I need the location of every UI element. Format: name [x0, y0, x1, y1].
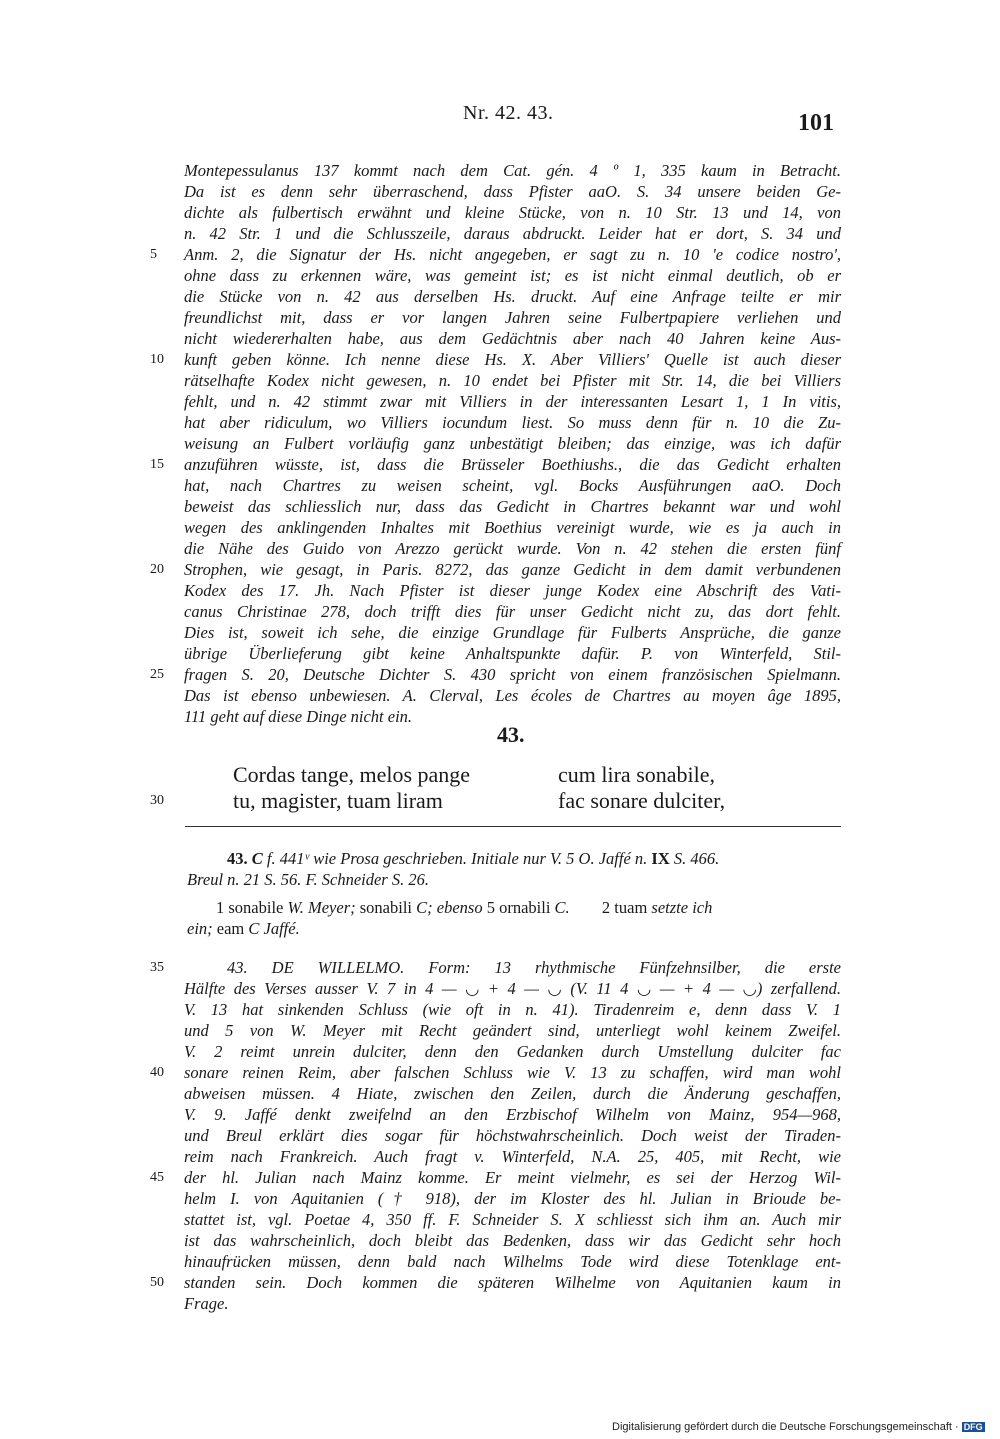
line-number: 50 — [150, 1275, 164, 1290]
separator-rule — [185, 826, 841, 827]
variant-text: ein; — [187, 919, 213, 938]
commentary-42-line: n. 42 Str. 1 und die Schlusszeile, daraus abdruckt. Leider hat er dort, S. 34 und — [184, 224, 841, 243]
commentary-43-line: V. 9. Jaffé denkt zweifelnd an den Erzbischof Wilhelm von Mainz, 954—968, — [184, 1105, 841, 1124]
commentary-43-line: ist das wahrscheinlich, doch bleibt das Bedenken, dass wir das Gedicht sehr hoch — [184, 1231, 841, 1250]
variant-text: eam — [216, 919, 245, 938]
commentary-42-line: Da ist es denn sehr überraschend, dass Pfister aaO. S. 34 unsere beiden Ge- — [184, 182, 841, 201]
apparatus-line — [227, 848, 719, 870]
poem-verse: fac sonare dulciter, — [558, 788, 726, 813]
running-title: Nr. 42. 43. — [463, 102, 554, 124]
commentary-42-line: 111 geht auf diese Dinge nicht ein. — [184, 707, 413, 726]
commentary-42-line: anzuführen wüsste, ist, dass die Brüsseler Boethiushs., die das Gedicht erhalten — [184, 455, 841, 474]
commentary-42-line: rätselhafte Kodex nicht gewesen, n. 10 endet bei Pfister mit Str. 14, die bei Villiers — [184, 371, 841, 390]
line-number: 10 — [150, 352, 164, 367]
line-number: 5 — [150, 247, 157, 262]
line-number: 30 — [150, 793, 164, 808]
variant-text: W. Meyer; — [287, 898, 356, 917]
commentary-42-line: Kodex des 17. Jh. Nach Pfister ist dieser junge Kodex eine Abschrift des Vati- — [184, 581, 841, 600]
line-number: 25 — [150, 667, 164, 682]
line-number: 45 — [150, 1170, 164, 1185]
variant-line — [216, 897, 712, 919]
variant-text: 5 ornabili — [486, 898, 551, 917]
apparatus-line: Breul n. 21 S. 56. F. Schneider S. 26. — [187, 870, 429, 889]
commentary-42-line: freundlichst mit, dass er vor langen Jahren seine Fulbertpapiere verliehen und — [184, 308, 841, 327]
page-number: 101 — [798, 110, 834, 136]
commentary-43-line: und 5 von W. Meyer mit Recht geändert sind, unterliegt wohl keinem Zweifel. — [184, 1021, 841, 1040]
commentary-43-line: Frage. — [184, 1294, 229, 1313]
commentary-42-line: wegen des anklingenden Inhaltes mit Boethius vereinigt wurde, wie es ja auch in — [184, 518, 841, 537]
apparatus-text: f. 441ᵛ wie Prosa geschrieben. Initiale nur V. 5 O. Jaffé n. — [266, 849, 648, 868]
commentary-43-line: 43. DE WILLELMO. Form: 13 rhythmische Fünfzehnsilber, die erste — [227, 958, 841, 977]
commentary-43-line: stattet ist, vgl. Poetae 4, 350 ff. F. Schneider S. X schliesst sich ihm an. Auch mir — [184, 1210, 841, 1229]
commentary-42-line: Strophen, wie gesagt, in Paris. 8272, das ganze Gedicht in dem damit verbundenen — [184, 560, 841, 579]
line-number: 20 — [150, 562, 164, 577]
commentary-42-line: fehlt, und n. 42 stimmt zwar mit Villiers in der interessanten Lesart 1, 1 In vitis, — [184, 392, 841, 411]
commentary-43-line: der hl. Julian nach Mainz komme. Er meint vielmehr, es sei der Herzog Wil- — [184, 1168, 841, 1187]
footer-text: Digitalisierung gefördert durch die Deutsche Forschungsgemeinschaft · — [612, 1421, 959, 1433]
commentary-42-line: ohne dass zu erkennen wäre, was gemeint ist; es ist nicht einmal deutlich, ob er — [184, 266, 841, 285]
poem-heading: 43. — [497, 722, 525, 747]
poem-verse: cum lira sonabile, — [558, 762, 716, 787]
commentary-43-line: V. 2 reimt unrein dulciter, denn den Gedanken durch Umstellung dulciter fac — [184, 1042, 841, 1061]
variant-line — [187, 918, 300, 940]
commentary-42-line: hat aber ridiculum, wo Villiers iocundum liest. So muss denn für n. 10 die Zu- — [184, 413, 841, 432]
commentary-43-line: Hälfte des Verses ausser V. 7 in 4 — ◡ + 4 — ◡ (V. 11 4 ◡ — + 4 — ◡) zerfallend. — [184, 979, 841, 998]
variant-text: setzte ich — [651, 898, 713, 917]
commentary-42-line: die Nähe des Guido von Arezzo gerückt wurde. Von n. 42 stehen die ersten fünf — [184, 539, 841, 558]
commentary-42-line: beweist das schliesslich nur, dass das Gedicht in Chartres bekannt war und wohl — [184, 497, 841, 516]
apparatus-siglum: C — [251, 849, 263, 868]
commentary-42-line: übrige Überlieferung gibt keine Anhaltspunkte dafür. P. von Winterfeld, Stil- — [184, 644, 841, 663]
apparatus-number: 43. — [227, 849, 248, 868]
commentary-43-line: reim nach Frankreich. Auch fragt v. Winterfeld, N.A. 25, 405, mit Recht, wie — [184, 1147, 841, 1166]
commentary-42-line: Anm. 2, die Signatur der Hs. nicht angegeben, er sagt zu n. 10 'e codice nostro', — [184, 245, 841, 264]
dfg-logo: DFG — [963, 1422, 983, 1432]
commentary-43-line: V. 13 hat sinkenden Schluss (wie oft in n. 41). Tiradenreim e, denn dass V. 1 — [184, 1000, 841, 1019]
commentary-43-line: helm I. von Aquitanien († 918), der im Kloster des hl. Julian in Brioude be- — [184, 1189, 841, 1208]
commentary-42-line: Das ist ebenso unbewiesen. A. Clerval, Les écoles de Chartres au moyen âge 1895, — [184, 686, 841, 705]
commentary-42-line: hat, nach Chartres zu weisen scheint, vgl. Bocks Ausführungen aaO. Doch — [184, 476, 841, 495]
commentary-42-line: nicht wiedererhalten habe, aus dem Gedächtnis aber nach 40 Jahren keine Aus- — [184, 329, 841, 348]
commentary-42-line: weisung an Fulbert vorläufig ganz unbestätigt bleiben; das einzige, was ich dafür — [184, 434, 841, 453]
commentary-42-line: kunft geben könne. Ich nenne diese Hs. X. Aber Villiers' Quelle ist auch dieser — [184, 350, 841, 369]
line-number: 35 — [150, 960, 164, 975]
variant-text: C; ebenso — [416, 898, 483, 917]
commentary-43-line: standen sein. Doch kommen die späteren Wilhelme von Aquitanien kaum in — [184, 1273, 841, 1292]
apparatus-roman: IX — [651, 849, 670, 868]
commentary-43-line: sonare reinen Reim, aber falschen Schluss wie V. 13 zu schaffen, wird man wohl — [184, 1063, 841, 1082]
line-number: 40 — [150, 1065, 164, 1080]
commentary-42-line: canus Christinae 278, doch trifft dies für unser Gedicht nicht zu, das dort fehlt. — [184, 602, 841, 621]
commentary-42-line: dichte als fulbertisch erwähnt und kleine Stücke, von n. 10 Str. 13 und 14, von — [184, 203, 841, 222]
variant-text: sonabili — [359, 898, 412, 917]
commentary-42-line: Dies ist, soweit ich sehe, die einzige Grundlage für Fulberts Ansprüche, die ganze — [184, 623, 841, 642]
variant-text: 1 sonabile — [216, 898, 284, 917]
variant-text: C. — [554, 898, 570, 917]
commentary-42-line: die Stücke von n. 42 aus derselben Hs. druckt. Auf eine Anfrage teilte er mir — [184, 287, 841, 306]
commentary-43-line: abweisen müssen. 4 Hiate, zwischen den Zeilen, durch die Änderung geschaffen, — [184, 1084, 841, 1103]
commentary-42-line: Montepessulanus 137 kommt nach dem Cat. gén. 4 º 1, 335 kaum in Betracht. — [184, 161, 841, 180]
variant-text: 2 tuam — [601, 898, 648, 917]
poem-verse: Cordas tange, melos pange — [233, 762, 471, 787]
commentary-43-line: hinaufrücken müssen, denn bald nach Wilhelms Tode wird diese Totenklage ent- — [184, 1252, 841, 1271]
line-number: 15 — [150, 457, 164, 472]
variant-text: C Jaffé. — [248, 919, 300, 938]
commentary-43-line: und Breul erklärt dies sogar für höchstwahrscheinlich. Doch weist der Tiraden- — [184, 1126, 841, 1145]
commentary-42-line: fragen S. 20, Deutsche Dichter S. 430 spricht von einem französischen Spielmann. — [184, 665, 841, 684]
apparatus-text: S. 466. — [673, 849, 720, 868]
poem-verse: tu, magister, tuam liram — [233, 788, 443, 813]
funding-footer — [612, 1421, 985, 1433]
